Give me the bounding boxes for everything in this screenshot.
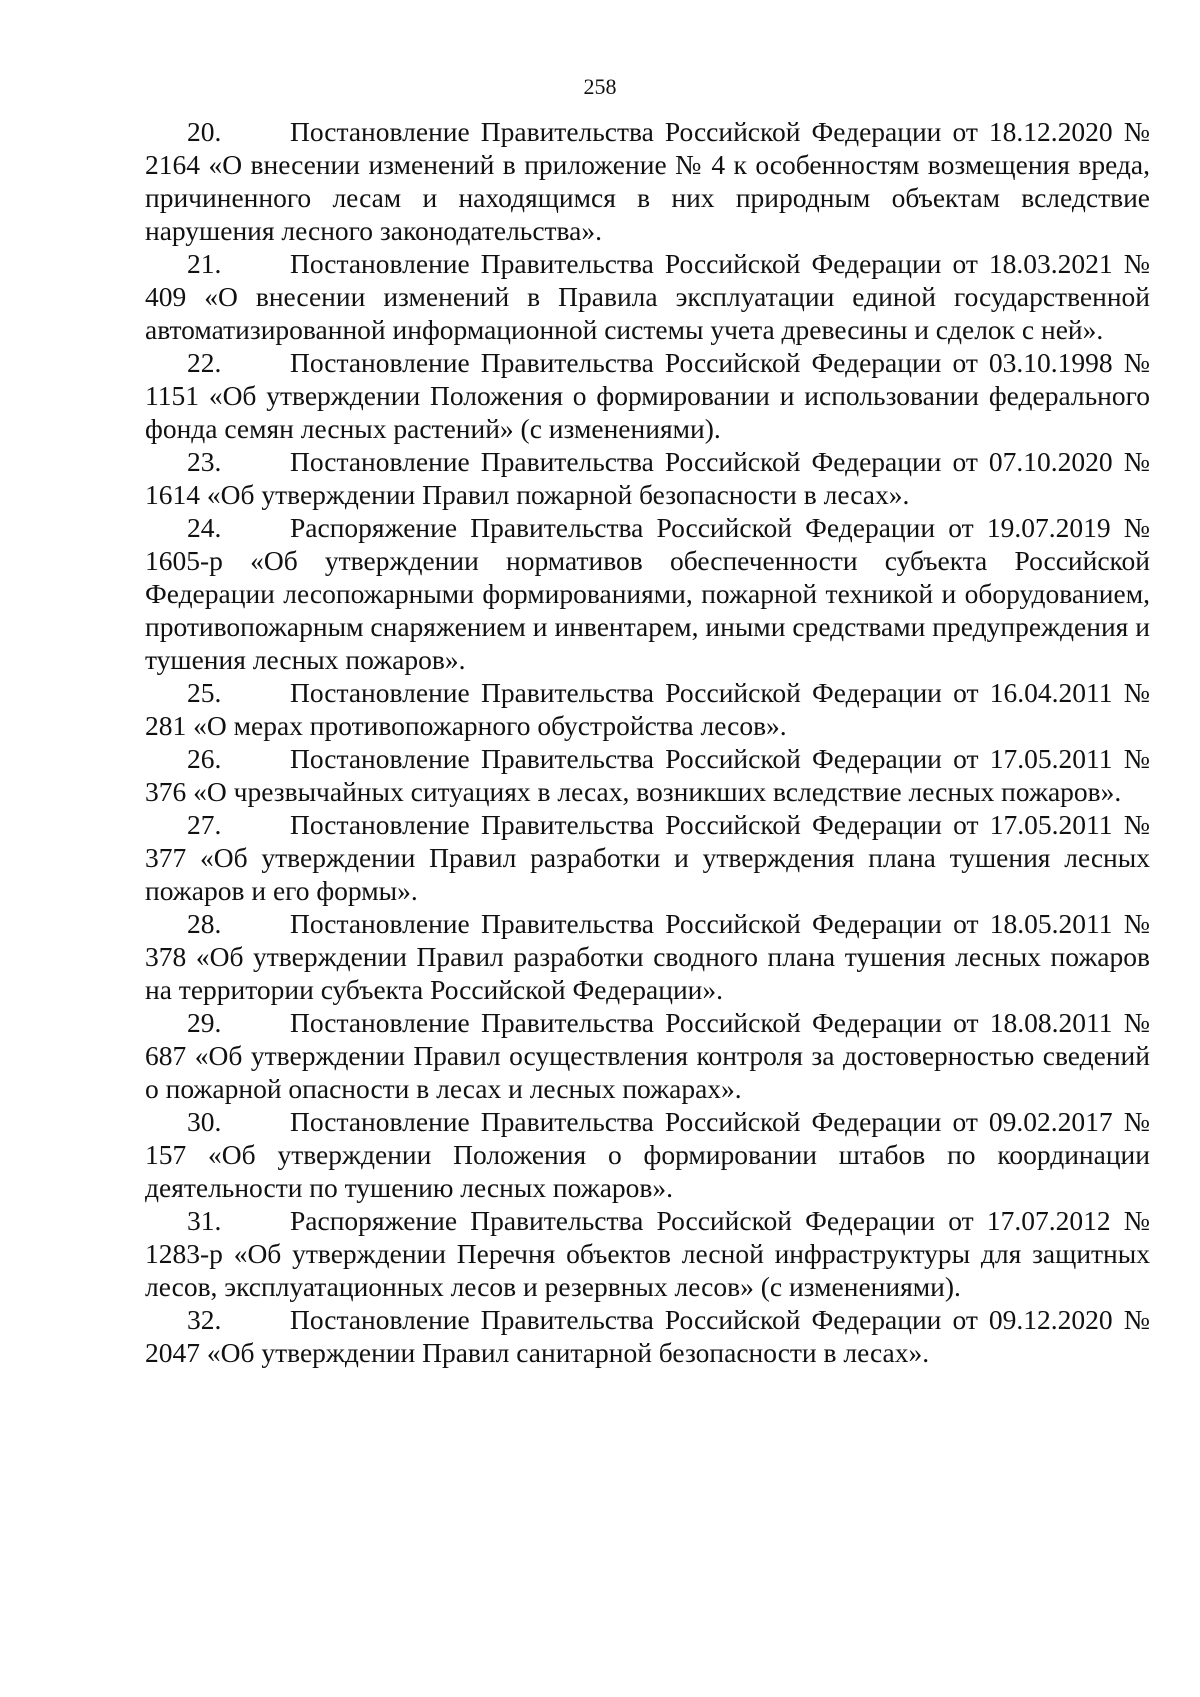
list-item (145, 247, 1150, 346)
list-item (145, 808, 1150, 907)
item-text: Постановление Правительства Российской Федерации от 16.04.2011 № 281 «О мерах противопожарного обустройства лесов». (145, 677, 1150, 741)
list-item (145, 1105, 1150, 1204)
regulation-list (145, 115, 1150, 1369)
list-item (145, 1204, 1150, 1303)
item-number: 30. (187, 1106, 222, 1137)
list-item (145, 1006, 1150, 1105)
item-number: 27. (187, 809, 222, 840)
item-number: 29. (187, 1007, 222, 1038)
item-number: 28. (187, 908, 222, 939)
list-item (145, 445, 1150, 511)
list-item (145, 676, 1150, 742)
item-number: 32. (187, 1304, 222, 1335)
item-number: 23. (187, 446, 222, 477)
item-text: Постановление Правительства Российской Федерации от 17.05.2011 № 376 «О чрезвычайных ситуациях в лесах, возникших вследствие лесных пожаров». (145, 743, 1150, 807)
item-text: Постановление Правительства Российской Федерации от 18.03.2021 № 409 «О внесении изменений в Правила эксплуатации единой государственной автоматизированной информационной системы учета древесины и сделок с ней». (145, 248, 1150, 345)
item-text: Постановление Правительства Российской Федерации от 09.02.2017 № 157 «Об утверждении Положения о формировании штабов по координации деятельности по тушению лесных пожаров». (145, 1106, 1150, 1203)
item-text: Постановление Правительства Российской Федерации от 09.12.2020 № 2047 «Об утверждении Правил санитарной безопасности в лесах». (145, 1304, 1150, 1368)
item-text: Постановление Правительства Российской Федерации от 03.10.1998 № 1151 «Об утверждении Положения о формировании и использовании федерального фонда семян лесных растений» (с изменениями). (145, 347, 1150, 444)
list-item (145, 511, 1150, 676)
list-item (145, 742, 1150, 808)
list-item (145, 1303, 1150, 1369)
list-item (145, 115, 1150, 247)
item-number: 21. (187, 248, 222, 279)
item-number: 26. (187, 743, 222, 774)
item-number: 31. (187, 1205, 222, 1236)
item-number: 22. (187, 347, 222, 378)
item-text: Постановление Правительства Российской Федерации от 17.05.2011 № 377 «Об утверждении Правил разработки и утверждения плана тушения лесных пожаров и его формы». (145, 809, 1150, 906)
item-text: Постановление Правительства Российской Федерации от 07.10.2020 № 1614 «Об утверждении Правил пожарной безопасности в лесах». (145, 446, 1150, 510)
item-number: 24. (187, 512, 222, 543)
list-item (145, 346, 1150, 445)
list-item (145, 907, 1150, 1006)
item-number: 20. (187, 116, 222, 147)
item-text: Постановление Правительства Российской Федерации от 18.05.2011 № 378 «Об утверждении Правил разработки сводного плана тушения лесных пожаров на территории субъекта Российской Федерации». (145, 908, 1150, 1005)
page-number: 258 (583, 74, 617, 99)
item-text: Распоряжение Правительства Российской Федерации от 17.07.2012 № 1283-р «Об утверждении Перечня объектов лесной инфраструктуры для защитных лесов, эксплуатационных лесов и резервных лесов» (с изменениями). (145, 1205, 1150, 1302)
item-text: Распоряжение Правительства Российской Федерации от 19.07.2019 № 1605-р «Об утверждении нормативов обеспеченности субъекта Российской Федерации лесопожарными формированиями, пожарной техникой и оборудованием, противопожарным снаряжением и инвентарем, иными средствами предупреждения и тушения лесных пожаров». (145, 512, 1150, 675)
item-number: 25. (187, 677, 222, 708)
item-text: Постановление Правительства Российской Федерации от 18.12.2020 № 2164 «О внесении изменений в приложение № 4 к особенностям возмещения вреда, причиненного лесам и находящимся в них природным объектам вследствие нарушения лесного законодательства». (145, 116, 1150, 246)
item-text: Постановление Правительства Российской Федерации от 18.08.2011 № 687 «Об утверждении Правил осуществления контроля за достоверностью сведений о пожарной опасности в лесах и лесных пожарах». (145, 1007, 1150, 1104)
